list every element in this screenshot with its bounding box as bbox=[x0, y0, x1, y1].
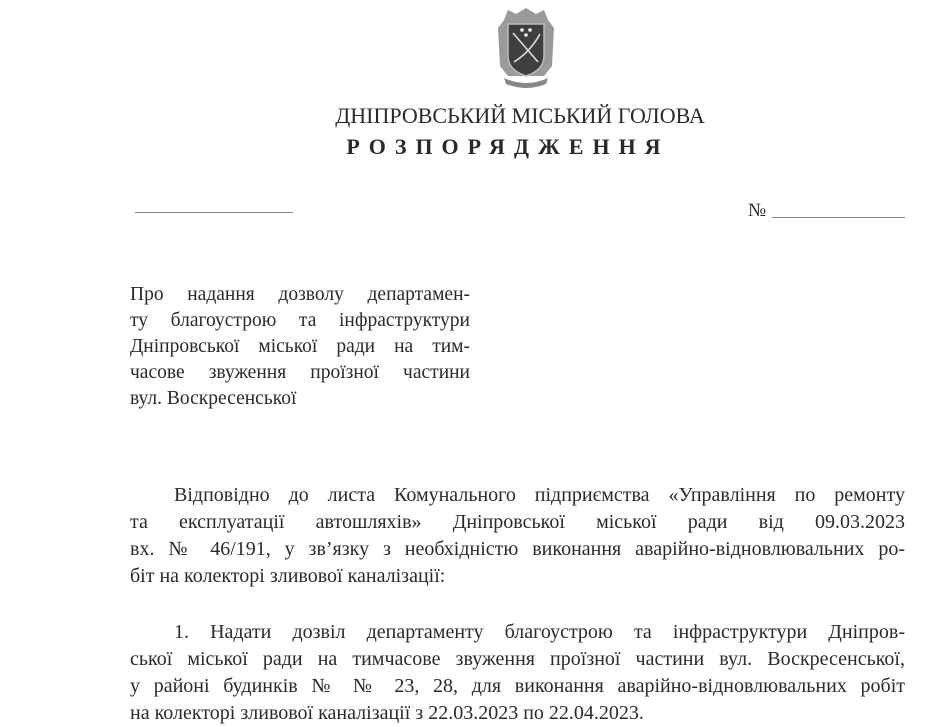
subject-line: вул. Воскресенської bbox=[130, 388, 297, 409]
subject-line: ту благоустрою та інфраструктури bbox=[130, 310, 470, 331]
subject-line: часове звуження проїзної частини bbox=[130, 362, 470, 383]
subject-line: Дніпровської міської ради на тим- bbox=[130, 336, 470, 357]
subject-line: Про надання дозволу департамен- bbox=[130, 284, 470, 305]
issuer-title: ДНІПРОВСЬКИЙ МІСЬКИЙ ГОЛОВА bbox=[335, 103, 705, 128]
number-line bbox=[772, 217, 905, 218]
date-line bbox=[135, 212, 293, 213]
preamble-line: та експлуатації автошляхів» Дніпровської міської ради від 09.03.2023 bbox=[130, 511, 905, 533]
item-1-line: у районі будинків № № 23, 28, для виконання аварійно-відновлювальних робіт bbox=[130, 675, 905, 697]
item-1-line: ської міської ради на тимчасове звуження проїзної частини вул. Воскресенської, bbox=[130, 648, 905, 670]
preamble-line: біт на колекторі зливової каналізації: bbox=[130, 565, 446, 587]
preamble-line: вх. № 46/191, у зв’язку з необхідністю виконання аварійно-відновлювальних ро- bbox=[130, 538, 905, 560]
number-label: № bbox=[748, 200, 767, 221]
city-coat-of-arms-icon bbox=[494, 6, 558, 92]
preamble-line: Відповідно до листа Комунального підприємства «Управління по ремонту bbox=[174, 484, 905, 506]
item-1-line: 1. Надати дозвіл департаменту благоустрою та інфраструктури Дніпров- bbox=[174, 621, 905, 643]
item-1-line: на колекторі зливової каналізації з 22.03.2023 по 22.04.2023. bbox=[130, 702, 644, 724]
document-type: РОЗПОРЯДЖЕННЯ bbox=[346, 134, 670, 159]
